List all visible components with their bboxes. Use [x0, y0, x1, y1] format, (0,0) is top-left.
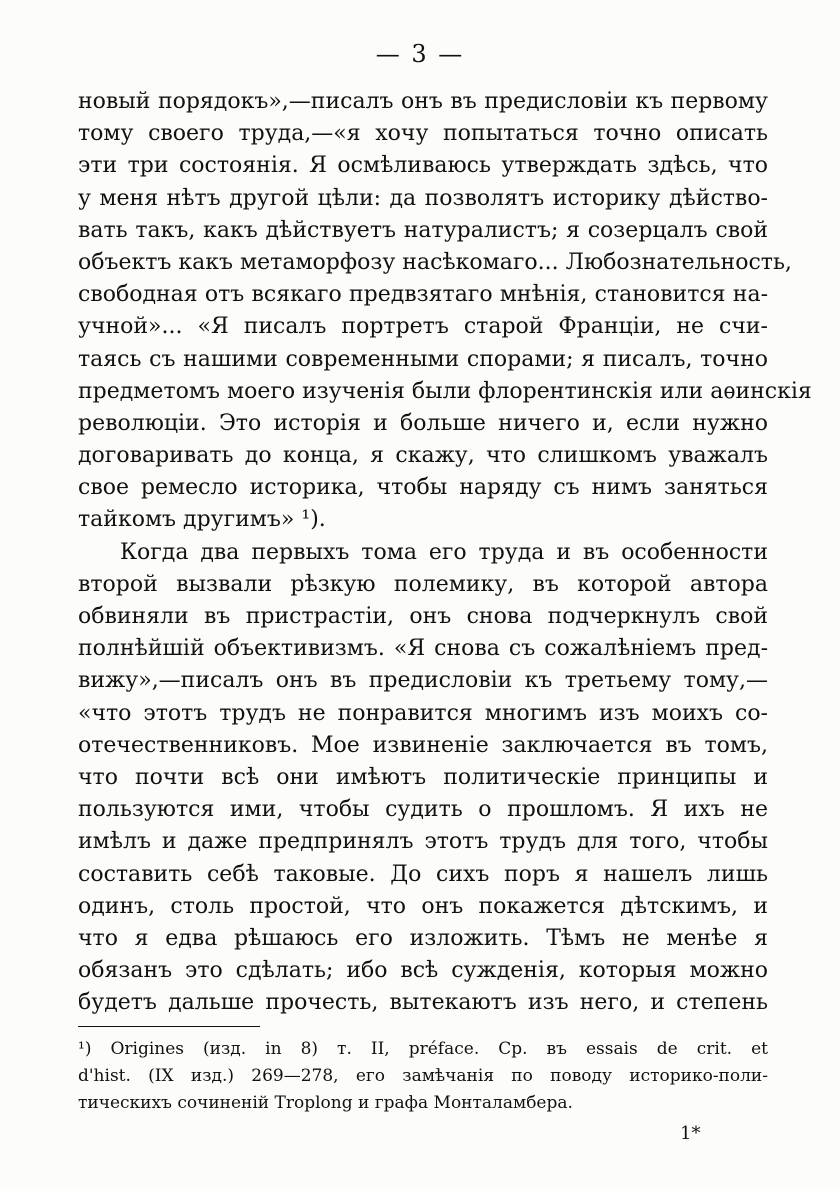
text-line: предметомъ моего изученія были флорентинскія или аѳинскія: [78, 378, 812, 404]
text-line: составить себѣ таковые. До сихъ поръ я нашелъ лишь: [78, 861, 768, 887]
text-line: вижу»,—писалъ онъ въ предисловіи къ третьему тому,—: [78, 668, 768, 694]
text-line: пользуются ими, чтобы судить о прошломъ. Я ихъ не: [78, 797, 768, 823]
text-line: что почти всѣ они имѣютъ политическіе принципы и: [78, 764, 768, 790]
paragraph-1: [78, 86, 812, 537]
text-line: тайкомъ другимъ» ¹).: [78, 507, 326, 533]
footnote-divider: [78, 1026, 260, 1027]
text-line: договаривать до конца, я скажу, что слишкомъ уважалъ: [78, 443, 768, 469]
paragraph-2: [78, 537, 768, 1020]
text-line: обвиняли въ пристрастіи, онъ снова подчеркнулъ свой: [78, 604, 768, 629]
text-line: «что этотъ трудъ не понравится многимъ изъ моихъ со-: [78, 700, 768, 726]
text-line: второй вызвали рѣзкую полемику, въ которой автора: [78, 571, 768, 597]
footnote-line: тическихъ сочиненій Troplong и графа Монталамбера.: [78, 1093, 573, 1113]
text-line: таясь съ нашими современными спорами; я писалъ, точно: [78, 346, 768, 372]
text-line: что я едва рѣшаюсь его изложить. Тѣмъ не менѣе я: [78, 925, 768, 951]
text-line: имѣлъ и даже предпринялъ этотъ трудъ для того, чтобы: [78, 829, 768, 855]
text-line: объектъ какъ метаморфозу насѣкомаго... Любознательность,: [78, 249, 792, 275]
text-line: обязанъ это сдѣлать; ибо всѣ сужденія, которыя можно: [78, 958, 768, 984]
footnote-line: ¹) Origines (изд. in 8) т. II, préface. Ср. въ essais de crit. et: [78, 1039, 768, 1059]
text-line: учной»... «Я писалъ портретъ старой Франціи, не счи-: [78, 314, 768, 340]
text-line: революціи. Это исторія и больше ничего и, если нужно: [78, 410, 768, 436]
text-line: будетъ дальше прочесть, вытекаютъ изъ него, и степень: [78, 990, 768, 1016]
text-line: свободная отъ всякаго предвзятаго мнѣнія, становится на-: [78, 282, 768, 308]
text-line: эти три состоянія. Я осмѣливаюсь утверждать здѣсь, что: [78, 153, 768, 179]
signature-mark: 1*: [680, 1123, 701, 1144]
text-line: новый порядокъ»,—писалъ онъ въ предисловіи къ первому: [78, 89, 768, 114]
text-line: свое ремесло историка, чтобы наряду съ нимъ заняться: [78, 475, 768, 501]
main-text: [78, 86, 812, 1019]
text-line: тому своего труда,—«я хочу попытаться точно описать: [78, 121, 768, 147]
footnote-line: d'hist. (IX изд.) 269—278, его замѣчанія по поводу историко-поли-: [78, 1066, 768, 1086]
text-line: у меня нѣтъ другой цѣли: да позволятъ историку дѣйство-: [78, 185, 768, 211]
page-number: — 3 —: [375, 40, 465, 68]
text-line: одинъ, столь простой, что онъ покажется дѣтскимъ, и: [78, 893, 768, 919]
text-line: отечественниковъ. Мое извиненіе заключается въ томъ,: [78, 732, 768, 758]
text-line: вать такъ, какъ дѣйствуетъ натуралистъ; я созерцалъ свой: [78, 217, 768, 243]
text-line: Когда два первыхъ тома его труда и въ особенности: [120, 539, 768, 565]
text-line: полнѣйшій объективизмъ. «Я снова съ сожалѣніемъ пред-: [78, 636, 768, 662]
footnotes: [78, 1036, 768, 1117]
